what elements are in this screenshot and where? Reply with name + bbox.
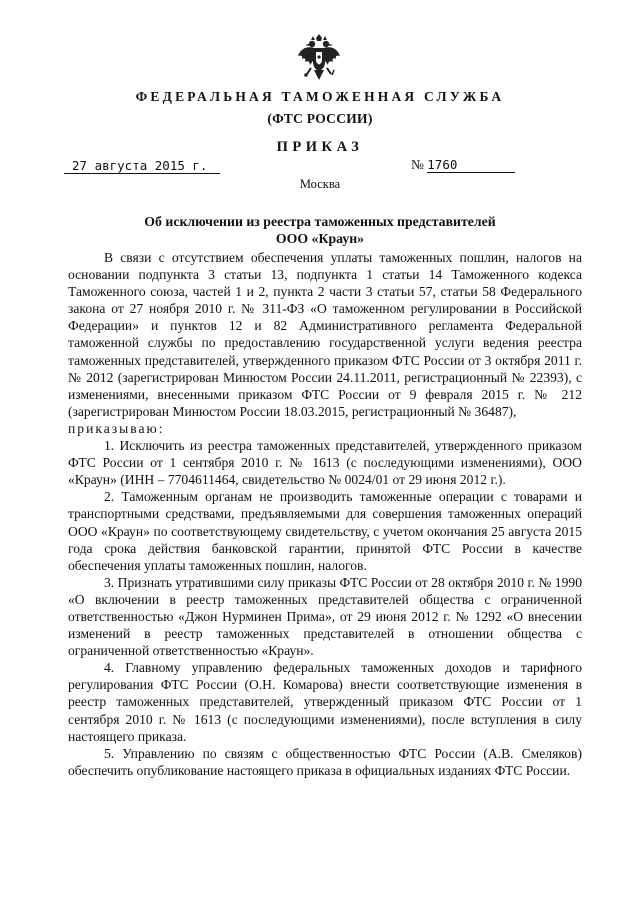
organization-abbreviation: (ФТС РОССИИ): [267, 111, 373, 126]
eagle-emblem-icon: [297, 34, 341, 84]
title-line-1: Об исключении из реестра таможенных представителей: [144, 214, 496, 229]
title-line-2: ООО «Краун»: [275, 231, 365, 246]
number-sign: №: [411, 157, 424, 172]
city: Москва: [299, 177, 341, 191]
document-type: ПРИКАЗ: [276, 139, 364, 155]
order-number: 1760: [427, 157, 515, 173]
document-title: [0, 213, 640, 247]
order-date: 27 августа 2015 г.: [64, 158, 220, 174]
order-item-1: 1. Исключить из реестра таможенных представителей, утвержденного приказом ФТС России от 1 сентября 2010 г. № 1613 (с последующими изменениями), ООО «Краун» (ИНН – 7704611464, свидетельство № 0024/01 от 29 июня 2012 г.).: [68, 438, 582, 488]
preamble-paragraph: В связи с отсутствием обеспечения уплаты таможенных пошлин, налогов на основании подпункта 3 статьи 13, подпункта 1 статьи 14 Таможенного кодекса Таможенного союза, частей 1 и 2, пункта 2 части 3 статьи 57, статьи 58 Федерального закона от 27 ноября 2010 г. № 311-ФЗ «О таможенном регулировании в Российской Федерации» и пунктов 12 и 82 Административного регламента Федеральной таможенной службы по предоставлению государственной услуги ведения реестра таможенных представителей, утвержденного приказом ФТС России от 3 октября 2011 г. № 2012 (зарегистрирован Минюстом России 24.11.2011, регистрационный № 22393), с изменениями, внесенными приказом ФТС России от 9 февраля 2015 г. № 212 (зарегистрирован Минюстом России 18.03.2015, регистрационный № 36487),: [68, 250, 582, 419]
order-number-block: [411, 157, 526, 173]
order-item-4: 4. Главному управлению федеральных таможенных доходов и тарифного регулирования ФТС России (О.Н. Комарова) внести соответствующие изменения в реестр таможенных представителей, утвержденный приказом ФТС России от 1 сентября 2010 г. № 1613 (с последующими изменениями), после вступления в силу настоящего приказа.: [68, 660, 582, 744]
organization-name: ФЕДЕРАЛЬНАЯ ТАМОЖЕННАЯ СЛУЖБА: [135, 89, 505, 104]
order-word: приказываю:: [68, 420, 165, 436]
document-body: [68, 249, 582, 779]
order-item-3: 3. Признать утратившими силу приказы ФТС России от 28 октября 2010 г. № 1990 «О включении в реестр таможенных представителей общества с ограниченной ответственностью «Джон Нурминен Прима», от 29 июня 2012 г. № 1292 «О внесении изменений в реестр таможенных представителей в отношении общества с ограниченной ответственностью «Краун».: [68, 574, 582, 659]
order-item-5: 5. Управлению по связям с общественностью ФТС России (А.В. Смеляков) обеспечить опубликование настоящего приказа в официальных изданиях ФТС России.: [68, 745, 582, 778]
order-item-2: 2. Таможенным органам не производить таможенные операции с товарами и транспортными средствами, предъявляемыми для совершения таможенных операций ООО «Краун» по соответствующему свидетельству, с учетом окончания 25 августа 2015 года срока действия банковской гарантии, принятой ФТС России в качестве обеспечения уплаты таможенных пошлин, налогов.: [68, 489, 582, 573]
